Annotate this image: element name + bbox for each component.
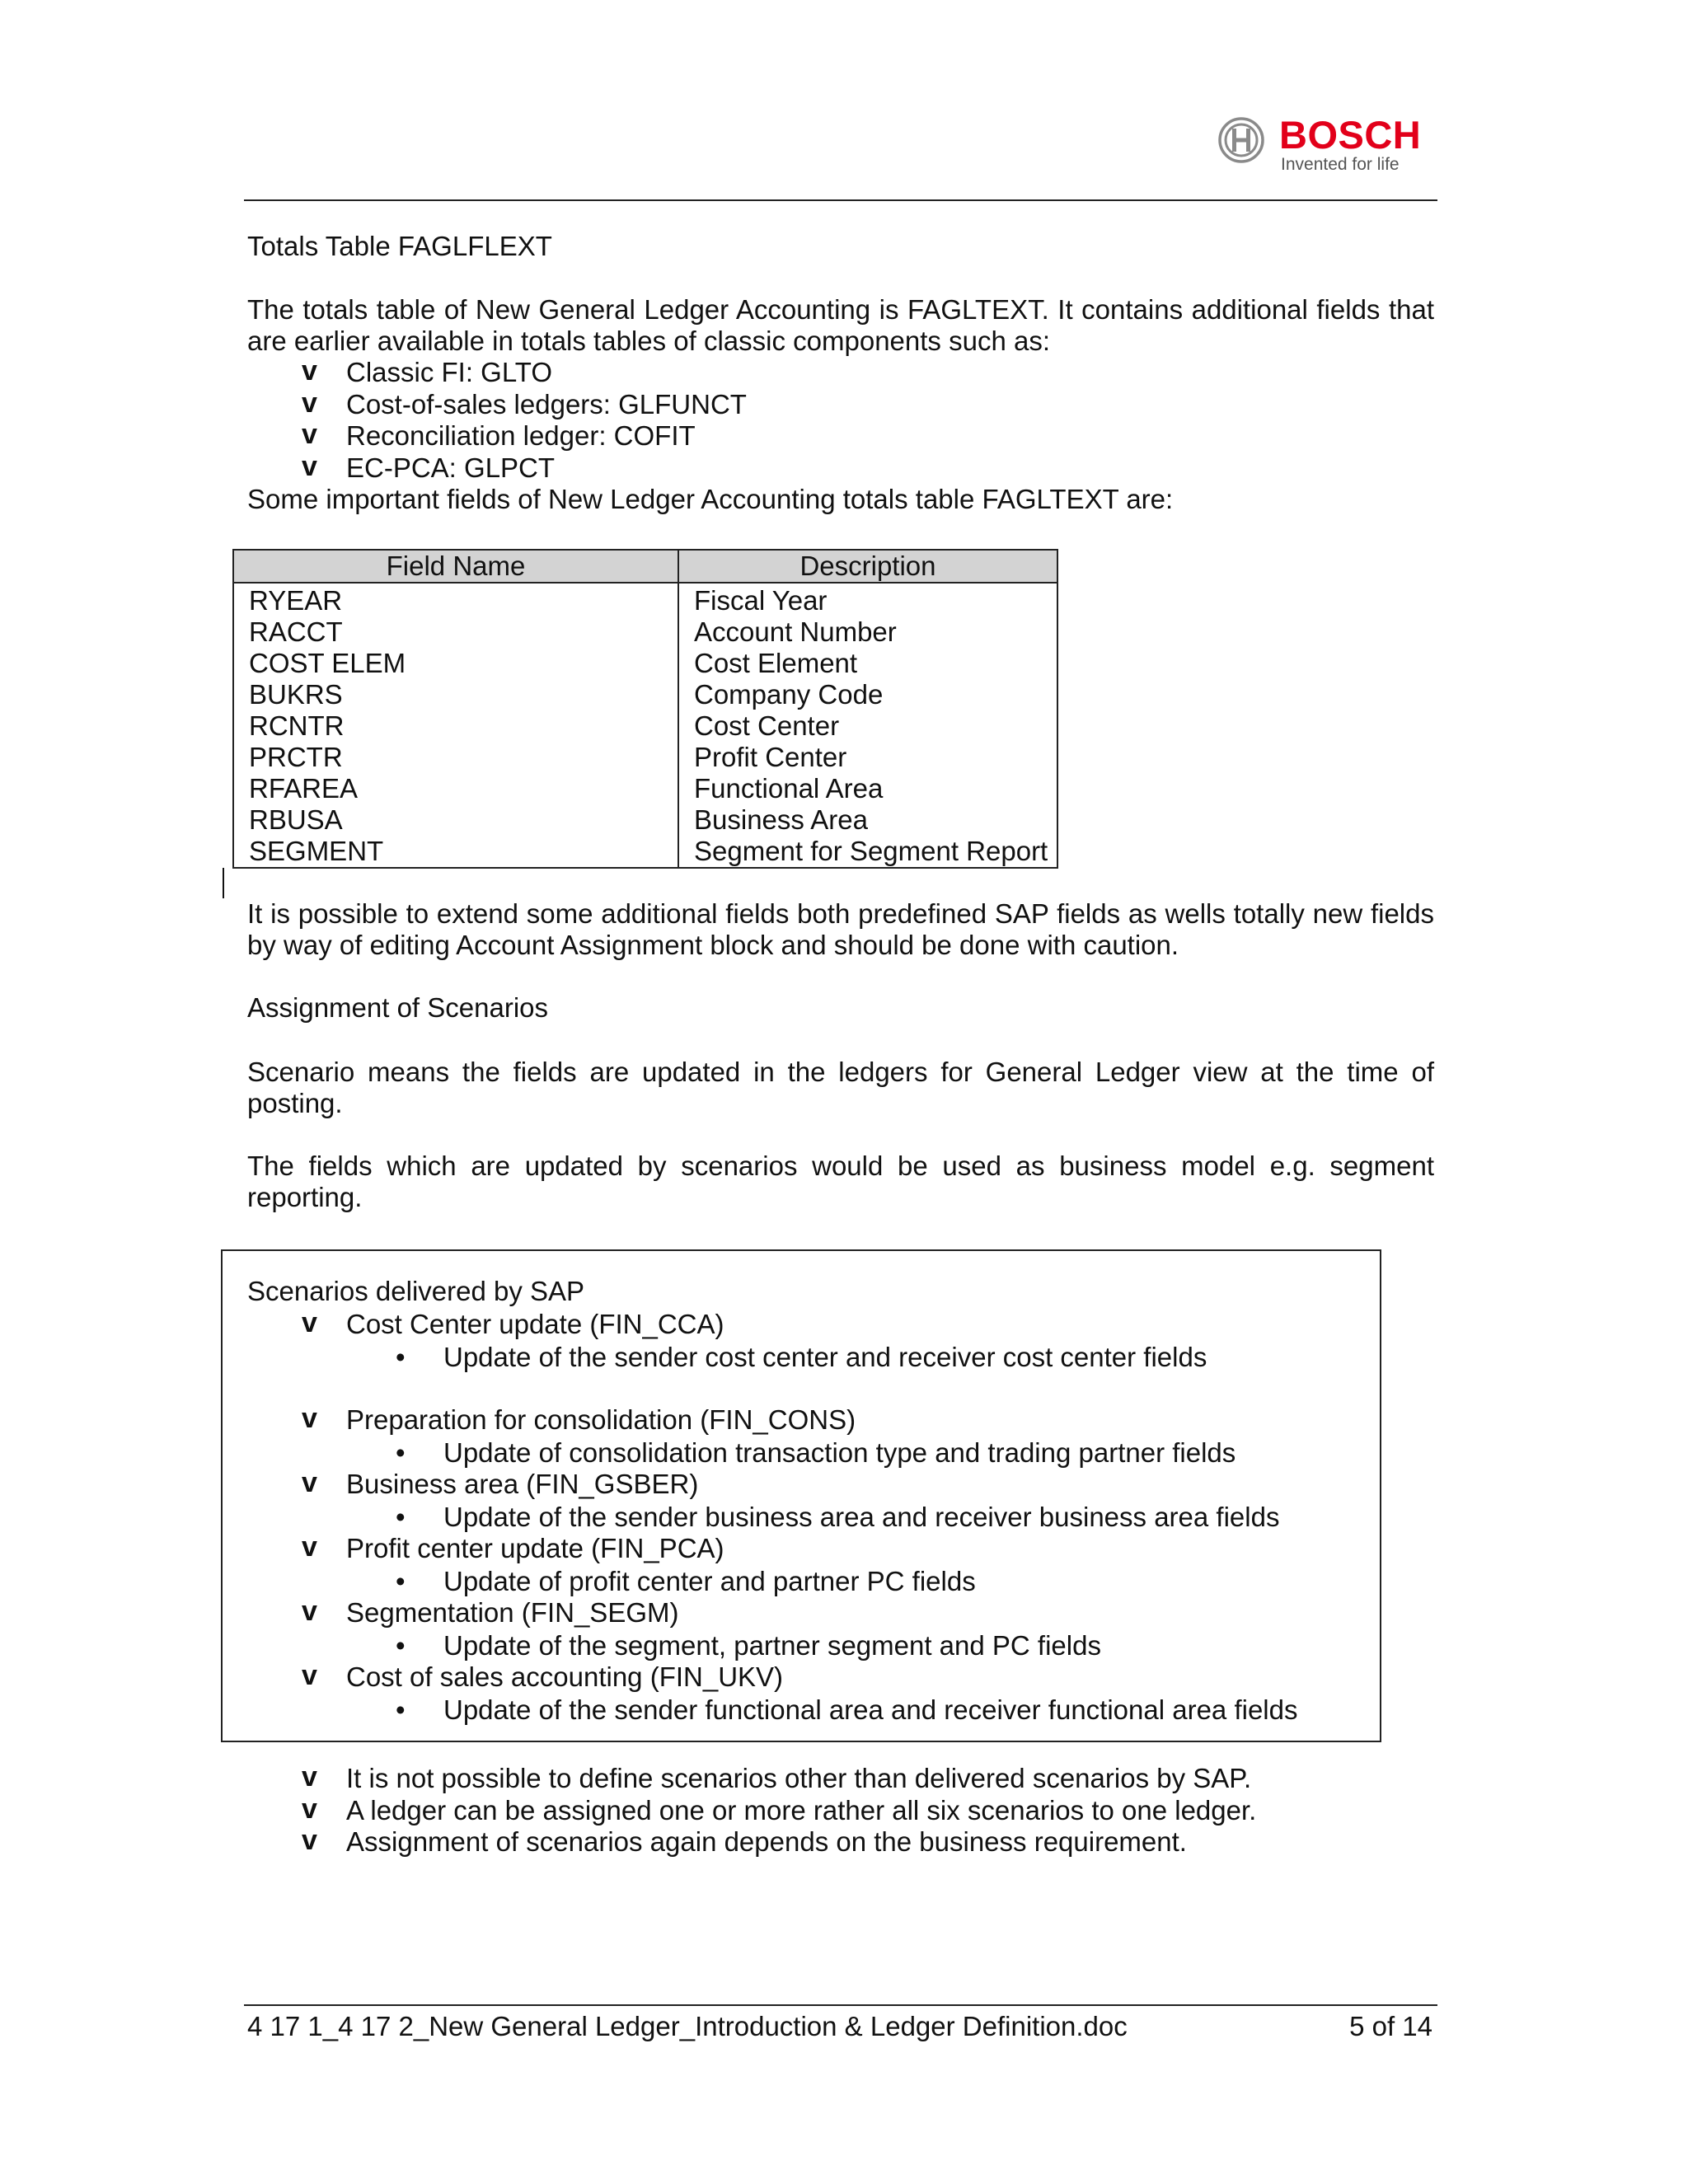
list-item: v A ledger can be assigned one or more rather all six scenarios to one ledger. [302,1793,1257,1825]
extend-fields-paragraph: It is possible to extend some additional fields both predefined SAP fields as wells totally new fields by way of editing Account Assignment block and should be done with caution. [247,898,1434,960]
list-item: v Classic FI: GLTO [302,355,552,387]
check-icon: v [302,1403,317,1434]
bullet-icon: • [396,1437,406,1468]
fields-intro: Some important fields of New Ledger Accounting totals table FAGLTEXT are: [247,484,1174,514]
check-icon: v [302,1531,317,1563]
check-icon: v [302,1793,317,1825]
header-description: Description [678,550,1057,583]
table-row: SEGMENT Segment for Segment Report [233,836,1057,868]
bullet-icon: • [396,1342,406,1372]
header-rule [244,199,1437,201]
footer-page-number: 5 of 14 [1349,2011,1432,2041]
table-row: RACCT Account Number [233,616,1057,648]
footer-filename: 4 17 1_4 17 2_New General Ledger_Introduction & Ledger Definition.doc [247,2011,1128,2041]
list-item: v Cost-of-sales ledgers: GLFUNCT [302,387,747,419]
check-icon: v [302,450,317,482]
table-row: PRCTR Profit Center [233,742,1057,773]
scenario-definition-paragraph: Scenario means the fields are updated in the ledgers for General Ledger view at the time of posting. [247,1057,1434,1118]
check-icon: v [302,355,317,387]
check-icon: v [302,1761,317,1793]
scenarios-box-title: Scenarios delivered by SAP [247,1276,585,1306]
check-icon: v [302,1596,317,1627]
totals-table-intro: The totals table of New General Ledger Accounting is FAGLTEXT. It contains additional fields that are earlier available in totals tables of classic components such as: [247,294,1434,356]
brand-name: BOSCH [1279,113,1422,157]
scenarios-box: Scenarios delivered by SAP v Cost Center update (FIN_CCA) • Update of the sender cost center and receiver cost center fields v Preparation for consolidation (FIN_CONS) • Update of consolidation transaction type and trading partner fields v Business area (FIN_GSBER) • Update of the sender business area and receiver business area fields v Profit center update (FIN_PCA) • Update of profit center and partner PC fields v Segmentation (FIN_SEGM) • Update of the segment, partner segment and PC fields v Cost of sales accounting (FIN_UKV) • Update of the sender functional area and receiver functional area fields [221,1249,1381,1742]
bosch-logo [1218,114,1449,180]
check-icon: v [302,419,317,450]
scenario-notes-list [302,1763,1256,1858]
table-row: RYEAR Fiscal Year [233,583,1057,616]
check-icon: v [302,387,317,419]
check-icon: v [302,1825,317,1856]
text-cursor [223,868,224,898]
table-row: RFAREA Functional Area [233,773,1057,804]
classic-components-list [302,357,747,484]
table-row: COST ELEM Cost Element [233,648,1057,679]
list-item: v It is not possible to define scenarios other than delivered scenarios by SAP. [302,1761,1252,1793]
bullet-icon: • [396,1694,406,1725]
bullet-icon: • [396,1630,406,1661]
section-title-assignment: Assignment of Scenarios [247,992,549,1023]
section-title-totals-table: Totals Table FAGLFLEXT [247,231,552,261]
list-item: v Assignment of scenarios again depends on the business requirement. [302,1825,1187,1857]
header-field-name: Field Name [233,550,678,583]
check-icon: v [302,1660,317,1691]
check-icon: v [302,1467,317,1498]
table-header-row [233,550,1057,583]
brand-tagline: Invented for life [1281,155,1400,174]
table-row: RBUSA Business Area [233,804,1057,836]
bullet-icon: • [396,1502,406,1532]
table-row: RCNTR Cost Center [233,710,1057,742]
list-item: v EC-PCA: GLPCT [302,450,556,483]
check-icon: v [302,1307,317,1338]
table-row: BUKRS Company Code [233,679,1057,710]
list-item: v Reconciliation ledger: COFIT [302,419,696,451]
fields-table [232,549,1058,869]
bullet-icon: • [396,1566,406,1596]
bosch-armature-icon [1218,117,1264,163]
scenario-usage-paragraph: The fields which are updated by scenarios would be used as business model e.g. segment reporting. [247,1151,1434,1212]
footer-rule [244,2004,1437,2006]
